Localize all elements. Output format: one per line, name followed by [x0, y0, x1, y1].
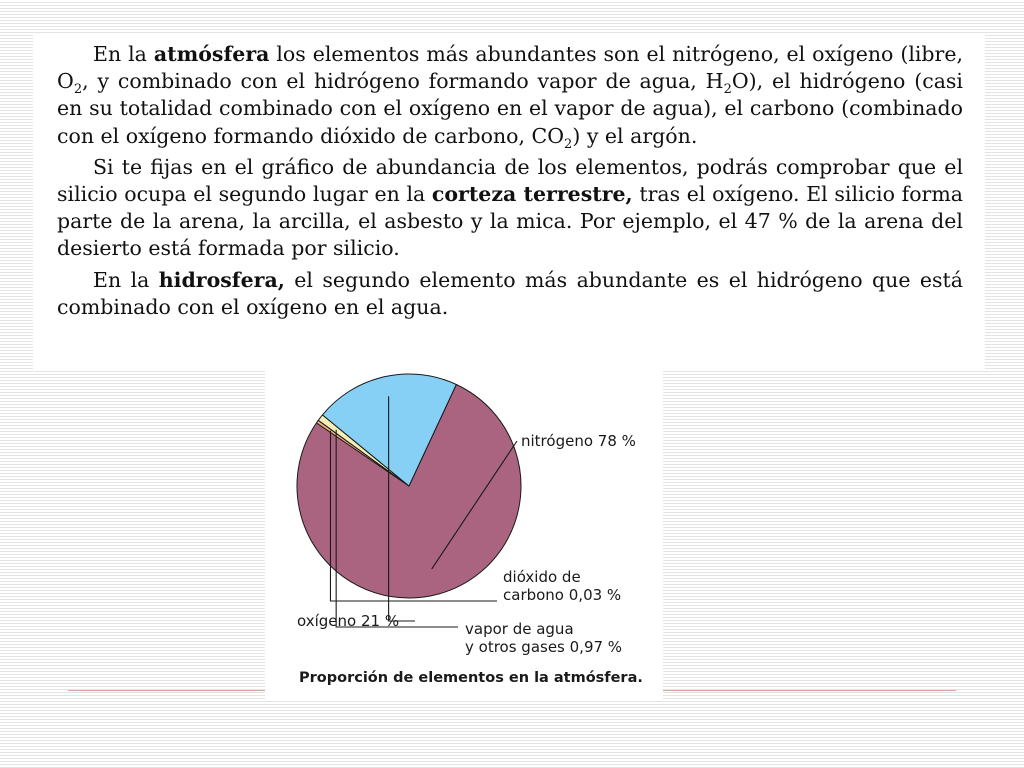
- slice-label-line: carbono 0,03 %: [503, 586, 622, 604]
- paragraph-crust: Si te fijas en el gráfico de abundancia de los elementos, podrás comprobar que el silicio ocupa el segundo lugar en la corteza terrestre, tras el oxígeno. El silicio forma parte de la arena, la arcilla, el asbesto y la mica. Por ejemplo, el 47 % de la arena del desierto está formada por silicio.: [57, 154, 963, 261]
- slice-label-line: vapor de agua: [465, 620, 574, 638]
- slice-label-line: dióxido de: [503, 568, 581, 586]
- slice-label-line: oxígeno 21 %: [297, 612, 400, 630]
- term-hydrosphere: hidrosfera,: [158, 267, 285, 292]
- text-panel: [33, 33, 985, 369]
- term-atmosphere: atmósfera: [153, 42, 270, 66]
- slice-label-co2: [503, 568, 621, 604]
- slice-label-line: y otros gases 0,97 %: [465, 638, 623, 656]
- paragraph-hydrosphere: En la hidrosfera, el segundo elemento más abundante es el hidrógeno que está combinado con el oxígeno en el agua.: [57, 267, 963, 319]
- slice-label-line: nitrógeno 78 %: [521, 432, 636, 450]
- chart-title: Proporción de elementos en la atmósfera.: [299, 670, 643, 686]
- paragraph-atmosphere: En la atmósfera los elementos más abundantes son el nitrógeno, el oxígeno (libre, $O_2$, y combinado con el hidrógeno formando vapor de agua, $H_2O$), el hidrógeno (casi en su totalidad combinado con el oxígeno en el vapor de agua), el carbono (combinado con el oxígeno formando dióxido de carbono, $CO_2$) y el argón.: [57, 42, 964, 152]
- divider-line-right: [663, 690, 956, 691]
- slice-label-nitrogen: [521, 432, 636, 450]
- slice-label-vapor: [465, 620, 622, 656]
- pie-chart: [265, 369, 663, 700]
- term-crust: corteza terrestre,: [431, 182, 633, 207]
- chart-panel: [265, 369, 663, 700]
- divider-line-left: [68, 690, 265, 691]
- slice-label-oxygen: [297, 612, 399, 630]
